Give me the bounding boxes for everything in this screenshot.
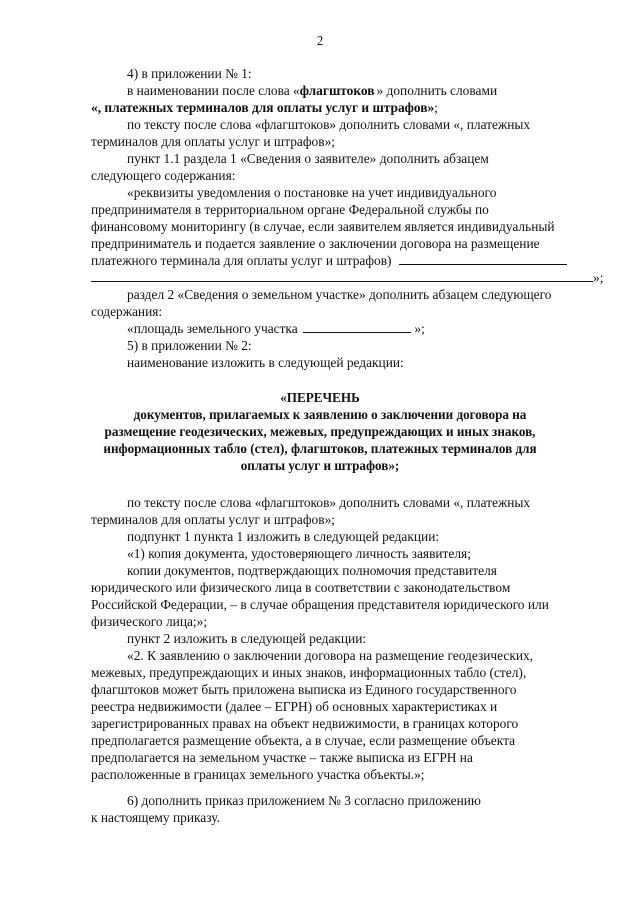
paragraph-line: физического лица;»;	[91, 614, 208, 629]
title-heading: «ПЕРЕЧЕНЬ	[280, 391, 360, 406]
title-line: информационных табло (стел), флагштоков, платежных терминалов для	[103, 442, 537, 457]
paragraph-line: 6) дополнить приказ приложением № 3 согласно приложению	[127, 793, 481, 808]
paragraph-line: пункт 2 изложить в следующей редакции:	[127, 631, 367, 646]
paragraph-line: платежного терминала для оплаты услуг и штрафов)	[91, 252, 567, 269]
fill-in-blank	[399, 252, 567, 265]
title-line: оплаты услуг и штрафов»;	[240, 459, 400, 474]
paragraph-line: юридического или физического лица в соответствии с законодательством	[91, 580, 511, 595]
paragraph-line: финансовому мониторингу (в случае, если заявителем является индивидуальный	[91, 219, 555, 234]
paragraph-line: межевых, предупреждающих и иных знаков, информационных табло (стел),	[91, 665, 527, 680]
paragraph-line: «, платежных терминалов для оплаты услуг и штрафов»;	[91, 100, 438, 115]
paragraph-line: подпункт 1 пункта 1 изложить в следующей редакции:	[127, 529, 440, 544]
paragraph-line: «1) копия документа, удостоверяющего личность заявителя;	[127, 546, 471, 561]
fill-in-blank	[91, 269, 593, 282]
paragraph-line: раздел 2 «Сведения о земельном участке» дополнить абзацем следующего	[127, 287, 552, 302]
paragraph-line: предполагается размещение объекта, а в случае, если размещение объекта	[91, 733, 516, 748]
paragraph-line: по тексту после слова «флагштоков» дополнить словами «, платежных	[127, 495, 531, 510]
paragraph-line: зарегистрированных правах на объект недвижимости, в границах которого	[91, 716, 519, 731]
paragraph-line: наименование изложить в следующей редакции:	[127, 355, 404, 370]
paragraph-line: реестра недвижимости (далее – ЕГРН) об основных характеристиках и	[91, 699, 498, 714]
paragraph-line: пункт 1.1 раздела 1 «Сведения о заявителе» дополнить абзацем	[127, 151, 489, 166]
paragraph-line: по тексту после слова «флагштоков» дополнить словами «, платежных	[127, 117, 531, 132]
paragraph-line: флагштоков может быть приложена выписка из Единого государственного	[91, 682, 517, 697]
paragraph-line: предприниматель и подается заявление о заключении договора на размещение	[91, 236, 540, 251]
paragraph-line: копии документов, подтверждающих полномочия представителя	[127, 563, 497, 578]
paragraph-line: 5) в приложении № 2:	[127, 338, 252, 353]
paragraph-line: предпринимателя в территориальном органе Федеральной службы по	[91, 202, 489, 217]
title-line: документов, прилагаемых к заявлению о заключении договора на	[133, 408, 527, 423]
paragraph-line: «площадь земельного участка »;	[127, 321, 425, 336]
paragraph-line: «реквизиты уведомления о постановке на учет индивидуального	[127, 185, 497, 200]
paragraph-line: «2. К заявлению о заключении договора на размещение геодезических,	[127, 648, 534, 663]
paragraph-line: »;	[91, 269, 603, 286]
paragraph-line: 4) в приложении № 1:	[127, 66, 252, 81]
fill-in-blank	[303, 320, 411, 333]
paragraph-line: следующего содержания:	[91, 168, 236, 183]
paragraph-line: в наименовании после слова «флагштоков » дополнить словами	[127, 83, 498, 98]
paragraph-line: к настоящему приказу.	[91, 810, 220, 825]
title-line: размещение геодезических, межевых, предупреждающих и иных знаков,	[104, 425, 536, 440]
paragraph-line: предполагается на земельном участке – также выписка из ЕГРН на	[91, 750, 473, 765]
page-number: 2	[316, 33, 324, 48]
paragraph-line: терминалов для оплаты услуг и штрафов»;	[91, 512, 335, 527]
paragraph-line: расположенные в границах земельного участка объекты.»;	[91, 767, 425, 782]
paragraph-line: терминалов для оплаты услуг и штрафов»;	[91, 134, 335, 149]
paragraph-line: содержания:	[91, 304, 163, 319]
paragraph-line: Российской Федерации, – в случае обращения представителя юридического или	[91, 597, 549, 612]
